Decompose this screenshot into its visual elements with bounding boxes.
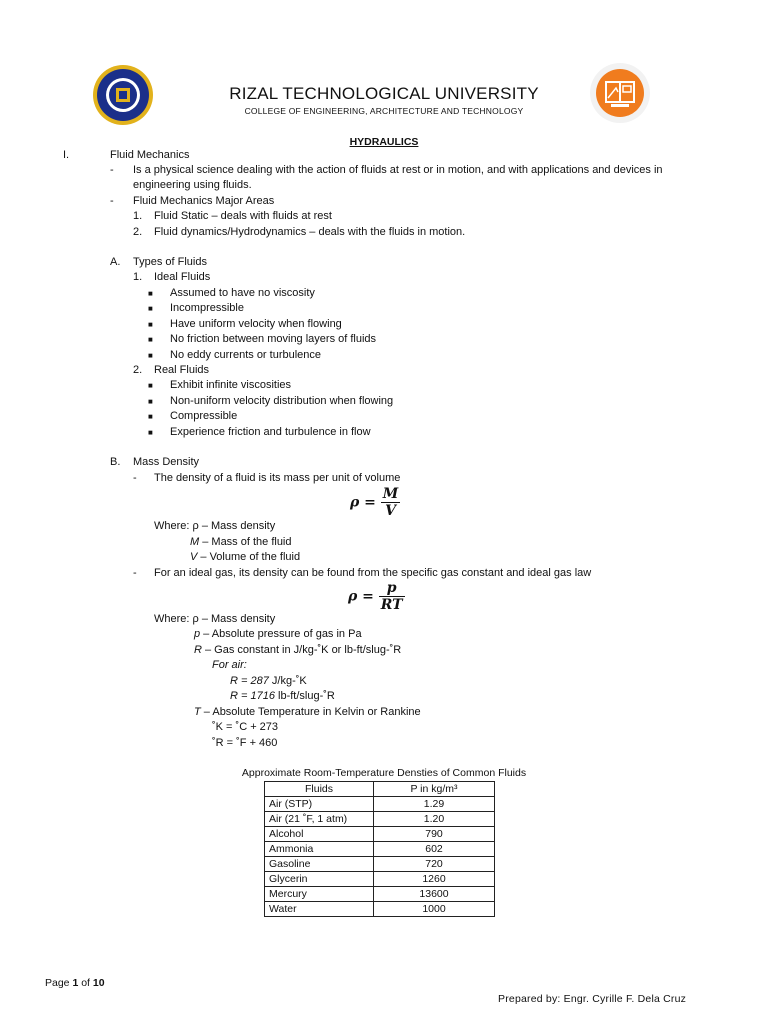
equation-denominator: RT xyxy=(380,597,403,613)
bullet-icon: ■ xyxy=(148,320,153,329)
area-number: 2. xyxy=(133,226,143,238)
definition-line-1: Is a physical science dealing with the action of fluids at rest or in motion, and with applications and devices in xyxy=(133,164,663,176)
equation-denominator: V xyxy=(385,503,396,519)
kelvin-conversion: ˚K = ˚C + 273 xyxy=(212,721,279,733)
dash-marker: - xyxy=(110,195,114,207)
variable-text: – Absolute pressure of gas in Pa xyxy=(200,628,362,640)
equation-numerator: M xyxy=(382,486,399,502)
table-cell: 720 xyxy=(374,857,495,872)
table-row xyxy=(265,872,495,887)
subsection-letter: A. xyxy=(110,256,121,268)
list-item: Assumed to have no viscosity xyxy=(170,287,315,299)
type-number: 2. xyxy=(133,364,143,376)
density-equation xyxy=(350,486,400,519)
variable-text: – Gas constant in J/kg-˚K or lb-ft/slug-˚R xyxy=(201,644,402,656)
rankine-conversion: ˚R = ˚F + 460 xyxy=(212,737,278,749)
variable-symbol: p xyxy=(194,628,201,640)
bullet-icon: ■ xyxy=(148,335,153,344)
variable-definition xyxy=(190,535,292,550)
list-item: Have uniform velocity when flowing xyxy=(170,318,342,330)
where-label: Where: ρ – Mass density xyxy=(154,613,276,625)
dash-marker: - xyxy=(133,472,137,484)
table-cell: Glycerin xyxy=(265,872,374,887)
list-item: No eddy currents or turbulence xyxy=(170,349,322,361)
table-cell: 1000 xyxy=(374,902,495,917)
table-cell: 1.29 xyxy=(374,797,495,812)
bullet-icon: ■ xyxy=(148,397,153,406)
page-number: Page 1 of 10 xyxy=(45,977,105,989)
gas-density-description: For an ideal gas, its density can be found from the specific gas constant and ideal gas law xyxy=(154,567,592,579)
list-item: Compressible xyxy=(170,410,238,422)
table-row xyxy=(265,857,495,872)
prepared-by: Prepared by: Engr. Cyrille F. Dela Cruz xyxy=(498,993,687,1005)
constant-value: R = 1716 xyxy=(230,690,275,702)
bullet-icon: ■ xyxy=(148,428,153,437)
college-name: COLLEGE OF ENGINEERING, ARCHITECTURE AND TECHNOLOGY xyxy=(244,106,524,116)
variable-symbol: M xyxy=(190,536,200,548)
area-number: 1. xyxy=(133,210,143,222)
density-description: The density of a fluid is its mass per unit of volume xyxy=(154,472,401,484)
variable-definition xyxy=(194,627,362,642)
table-row xyxy=(265,797,495,812)
equation-numerator: p xyxy=(379,580,405,597)
list-item: No friction between moving layers of fluids xyxy=(170,333,377,345)
real-fluids-title: Real Fluids xyxy=(154,364,210,376)
for-air-label: For air: xyxy=(212,659,247,671)
variable-definition xyxy=(194,705,421,720)
areas-title: Fluid Mechanics Major Areas xyxy=(133,195,275,207)
table-row xyxy=(265,842,495,857)
list-item: Non-uniform velocity distribution when flowing xyxy=(170,395,394,407)
section-number: I. xyxy=(63,149,70,161)
section-title: Fluid Mechanics xyxy=(110,149,190,161)
subsection-title: Types of Fluids xyxy=(133,256,207,268)
bullet-icon: ■ xyxy=(148,412,153,421)
variable-symbol: T xyxy=(194,706,201,718)
variable-definition xyxy=(190,550,300,565)
table-caption: Approximate Room-Temperature Densties of Common Fluids xyxy=(241,767,527,779)
bullet-icon: ■ xyxy=(148,289,153,298)
table-header-cell: Fluids xyxy=(265,782,374,797)
equation-lhs: ρ = xyxy=(348,588,374,605)
variable-definition xyxy=(194,643,401,658)
definition-line-2: engineering using fluids. xyxy=(133,179,252,191)
constant-unit: lb-ft/slug-˚R xyxy=(274,690,335,702)
variable-text: – Mass of the fluid xyxy=(199,536,292,548)
table-header-row xyxy=(265,782,495,797)
constant-unit: J/kg-˚K xyxy=(268,675,307,687)
equation-fraction xyxy=(379,580,405,613)
table-cell: Water xyxy=(265,902,374,917)
table-cell: 1.20 xyxy=(374,812,495,827)
density-table xyxy=(264,781,495,917)
table-cell: Alcohol xyxy=(265,827,374,842)
area-item: Fluid dynamics/Hydrodynamics – deals with the fluids in motion. xyxy=(154,226,466,238)
list-item: Experience friction and turbulence in flow xyxy=(170,426,371,438)
table-row xyxy=(265,827,495,842)
gas-density-equation xyxy=(348,580,405,613)
air-gas-constant-si xyxy=(230,674,307,689)
table-cell: Ammonia xyxy=(265,842,374,857)
where-label: Where: ρ – Mass density xyxy=(154,520,276,532)
table-row xyxy=(265,812,495,827)
area-item: Fluid Static – deals with fluids at rest xyxy=(154,210,332,222)
list-item: Exhibit infinite viscosities xyxy=(170,379,292,391)
air-gas-constant-english xyxy=(230,689,335,704)
table-cell: Mercury xyxy=(265,887,374,902)
ideal-fluids-title: Ideal Fluids xyxy=(154,271,211,283)
table-header-cell: P in kg/m³ xyxy=(374,782,495,797)
subsection-letter: B. xyxy=(110,456,121,468)
variable-text: – Absolute Temperature in Kelvin or Rankine xyxy=(200,706,421,718)
table-cell: Gasoline xyxy=(265,857,374,872)
subject-title: HYDRAULICS xyxy=(349,136,419,148)
table-cell: 1260 xyxy=(374,872,495,887)
table-cell: Air (21 ˚F, 1 atm) xyxy=(265,812,374,827)
subsection-title: Mass Density xyxy=(133,456,200,468)
table-cell: Air (STP) xyxy=(265,797,374,812)
dash-marker: - xyxy=(110,164,114,176)
bullet-icon: ■ xyxy=(148,304,153,313)
table-cell: 602 xyxy=(374,842,495,857)
university-name: RIZAL TECHNOLOGICAL UNIVERSITY xyxy=(229,84,539,103)
equation-lhs: ρ = xyxy=(350,494,376,511)
dash-marker: - xyxy=(133,567,137,579)
variable-text: – Volume of the fluid xyxy=(197,551,301,563)
table-cell: 790 xyxy=(374,827,495,842)
equation-fraction xyxy=(381,486,401,519)
list-item: Incompressible xyxy=(170,302,244,314)
table-row xyxy=(265,902,495,917)
bullet-icon: ■ xyxy=(148,351,153,360)
bullet-icon: ■ xyxy=(148,381,153,390)
type-number: 1. xyxy=(133,271,143,283)
constant-value: R = 287 xyxy=(230,675,269,687)
table-cell: 13600 xyxy=(374,887,495,902)
table-row xyxy=(265,887,495,902)
variable-symbol: V xyxy=(190,551,198,563)
variable-symbol: R xyxy=(194,644,202,656)
